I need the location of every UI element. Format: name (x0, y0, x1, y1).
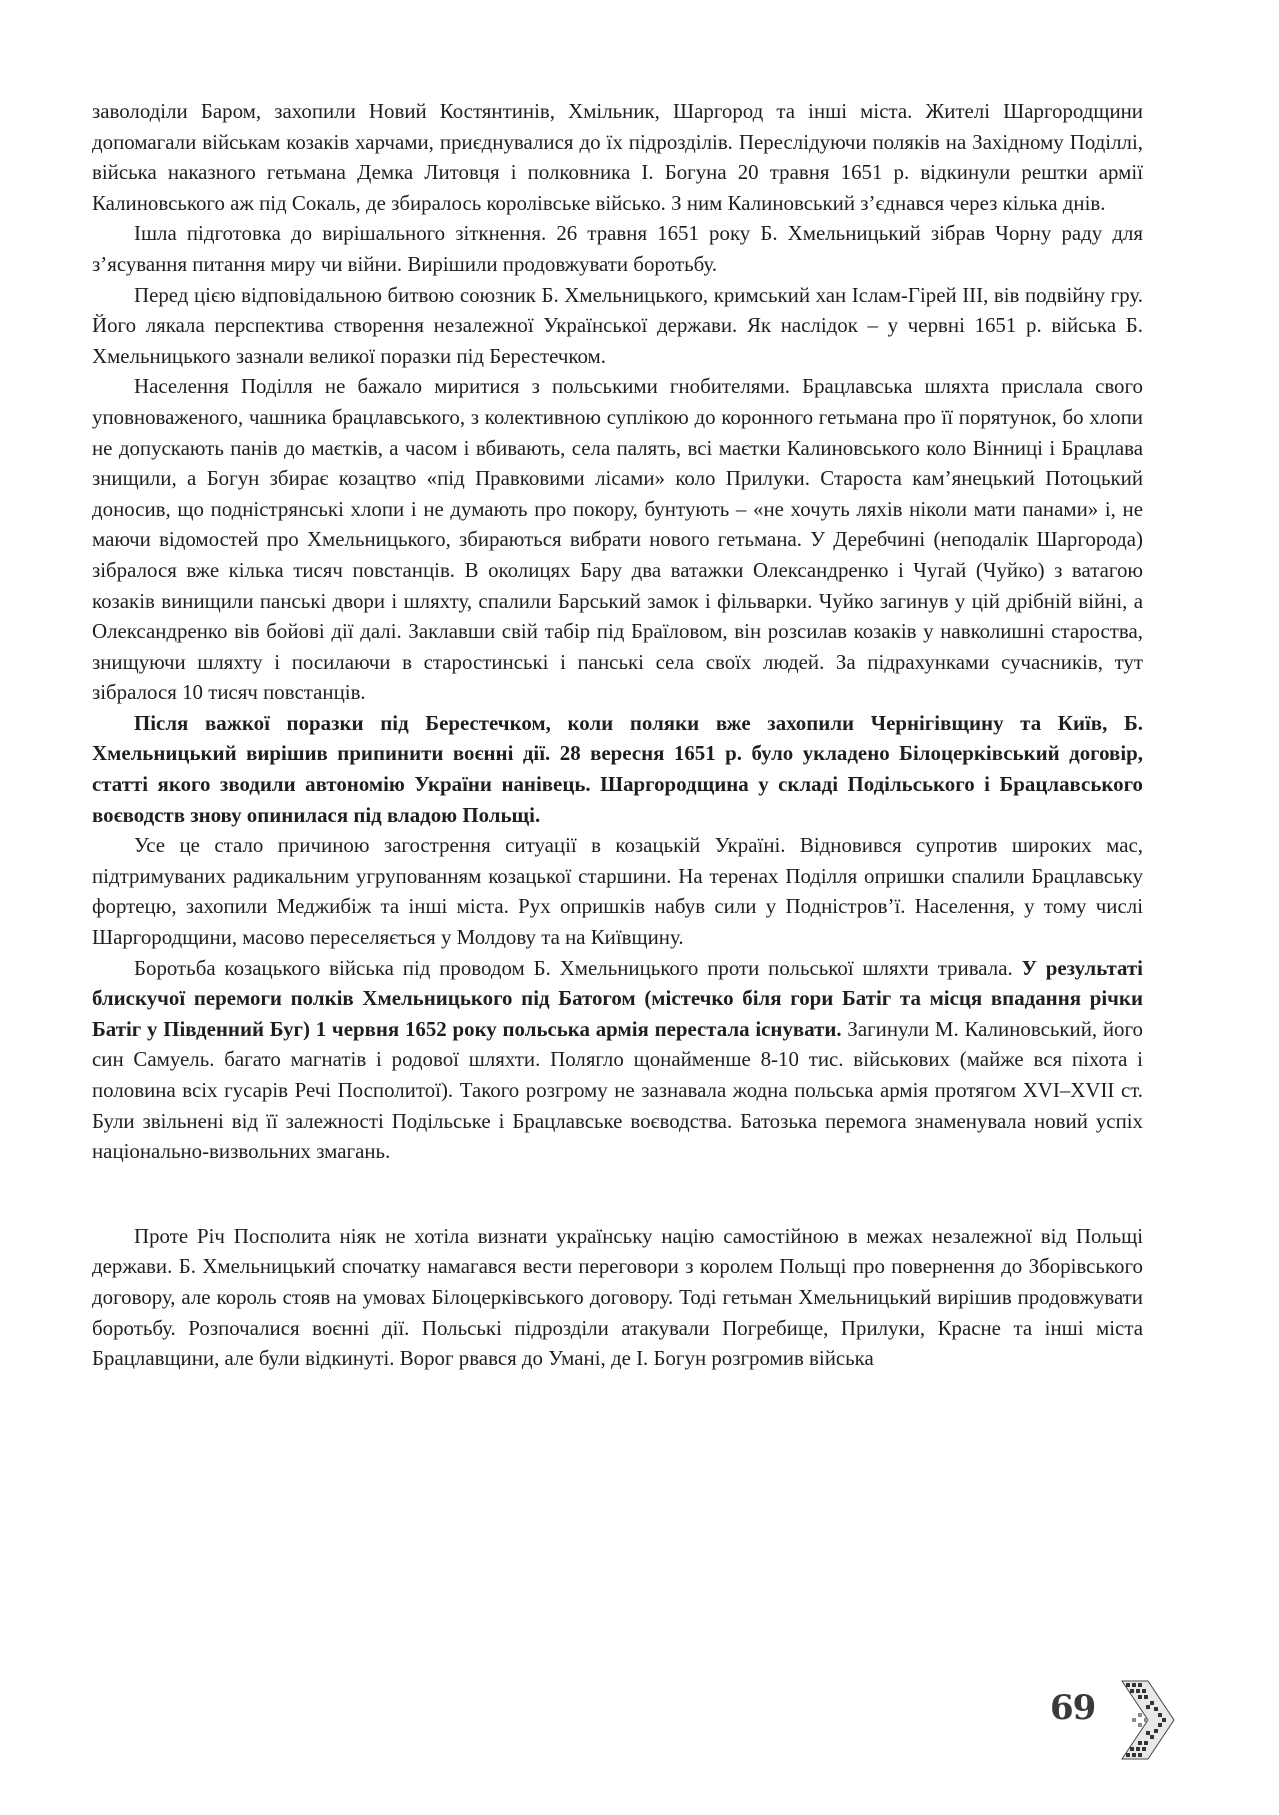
text-run: Перед цією відповідальною битвою союзник Б. Хмельницького, кримський хан Іслам-Гірей ІІІ, вів подвійну гру. Його лякала перспектива створення незалежної Української держави. Як наслідок – у червні 1651 р. війська Б. Хмельницького зазнали великої поразки під Берестечком. (92, 282, 1143, 368)
section-gap (92, 1167, 1143, 1221)
text-run: Усе це стало причиною загострення ситуації в козацькій Україні. Відновився супротив широких мас, підтримуваних радикальним угрупованням козацької старшини. На теренах Поділля опришки спалили Брацлавську фортецю, захопили Меджибіж та інші міста. Рух опришків набув сили у Подністров’ї. Населення, у тому числі Шаргородщини, масово переселяється у Молдову та на Київщину. (92, 833, 1143, 950)
paragraph-3 (92, 280, 1143, 372)
paragraph-7 (92, 953, 1143, 1167)
bold-text-run: Після важкої поразки під Берестечком, коли поляки вже захопили Чернігівщину та Київ, Б. Хмельницький вирішив припинити воєнні дії. 28 вересня 1651 р. було укладено Білоцерківський договір, статті якого зводили автономію України нанівець. Шаргородщина у складі Подільського і Брацлавського воєводств знову опинилася під владою Польщі. (92, 710, 1143, 827)
text-run: Проте Річ Посполита ніяк не хотіла визнати українську націю самостійною в межах незалежної від Польщі держави. Б. Хмельницький спочатку намагався вести переговори з королем Польщі про повернення до Зборівського договору, але король стояв на умовах Білоцерківського договору. Тоді гетьман Хмельницький вирішив продовжувати боротьбу. Розпочалися воєнні дії. Польські підрозділи атакували Погребище, Прилуки, Красне та інші міста Брацлавщини, але були відкинуті. Ворог рвався до Умані, де І. Богун розгромив війська (92, 1223, 1143, 1371)
paragraph-8 (92, 1221, 1143, 1374)
page-number: 69 (1050, 1688, 1096, 1728)
text-run: Боротьба козацького війська під проводом Б. Хмельницького проти польської шляхти тривала. (134, 955, 1022, 980)
paragraph-2 (92, 218, 1143, 279)
text-run: Загинули М. Калиновський, його син Самуель. багато магнатів і родової шляхти. Полягло щонайменше 8-10 тис. військових (майже вся піхота і половина всіх гусарів Речі Посполитої). Такого розгрому не зазнавала жодна польська армія протягом XVI–XVII ст. Були звільнені від її залежності Подільське і Брацлавське воєводства. Батозька перемога знаменувала новий успіх національно-визвольних змагань. (92, 1016, 1143, 1164)
text-run: Населення Поділля не бажало миритися з польськими гнобителями. Брацлавська шляхта прислала свого уповноваженого, чашника брацлавського, з колективною суплікою до коронного гетьмана про її порятунок, бо хлопи не допускають панів до маєтків, а часом і вбивають, села палять, всі маєтки Калиновського коло Вінниці і Брацлава знищили, а Богун збирає козацтво «під Правковими лісами» коло Прилуки. Староста кам’янецький Потоцький доносив, що подністрянські хлопи і не думають про покору, бунтують – «не хочуть ляхів ніколи мати панами» і, не маючи відомостей про Хмельницького, збираються вибрати нового гетьмана. У Деребчині (неподалік Шаргорода) зібралося вже кілька тисяч повстанців. В околицях Бару два ватажки Олександренко і Чугай (Чуйко) з ватагою козаків винищили панські двори і шляхту, спалили Барський замок і фільварки. Чуйко загинув у цій дрібній війні, а Олександренко вів бойові дії далі. Заклавши свій табір під Браїловом, він розсилав козаків у навколишні староства, знищуючи шляхту і посилаючи в старостинські і панські села своїх людей. За підрахунками сучасників, тут зібралося 10 тисяч повстанців. (92, 374, 1143, 705)
text-run: заволоділи Баром, захопили Новий Костянтинів, Хмільник, Шаргород та інші міста. Жителі Шаргородщини допомагали військам козаків харчами, приєднувалися до їх підрозділів. Переслідуючи поляків на Західному Поділлі, війська наказного гетьмана Демка Литовця і полковника І. Богуна 20 травня 1651 р. відкинули рештки армії Калиновського аж під Сокаль, де збиралось королівське військо. З ним Калиновський з’єднався через кілька днів. (92, 99, 1143, 215)
bold-text-run: У результаті блискучої перемоги полків Хмельницького під Батогом (містечко біля гори Батіг та місця впадання річки Батіг у Південний Буг) 1 червня 1652 року польська армія перестала існувати. (92, 955, 1143, 1041)
text-run: Ішла підготовка до вирішального зіткнення. 26 травня 1651 року Б. Хмельницький зібрав Чорну раду для з’ясування питання миру чи війни. Вирішили продовжувати боротьбу. (92, 221, 1143, 276)
paragraph-6 (92, 830, 1143, 952)
paragraph-5-bold (92, 708, 1143, 830)
paragraph-1 (92, 96, 1143, 218)
decorative-ornament-icon (1118, 1675, 1178, 1765)
paragraph-4 (92, 371, 1143, 708)
page-text (92, 96, 1143, 1374)
